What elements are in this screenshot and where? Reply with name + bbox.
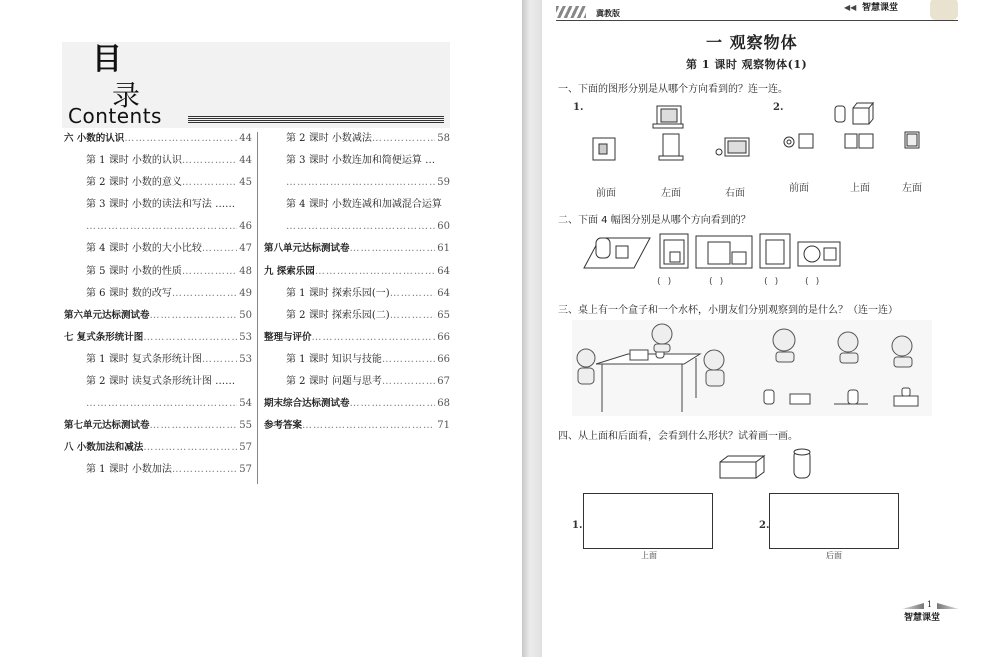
cylinder-icon xyxy=(794,449,810,478)
computer-front-view-icon xyxy=(716,138,749,156)
toc-leader-dots xyxy=(315,261,435,283)
toc-page-number: 44 xyxy=(239,155,252,167)
toc-page-number: 65 xyxy=(437,309,450,321)
toc-row-title: 整理与评价 xyxy=(264,331,312,343)
toc-leader-dots xyxy=(202,349,237,371)
toc-leader-dots xyxy=(372,128,435,150)
q2-blank-3[interactable]: ( ) xyxy=(763,277,780,287)
toc-leader-dots xyxy=(172,459,237,481)
toc-row-title: 六 小数的认识 xyxy=(64,133,125,144)
cuboid-box-icon xyxy=(720,456,764,478)
toc-row-title: 第 4 课时 小数连减和加减混合运算 xyxy=(286,199,442,211)
question-1-prompt: 一、下面的图形分别是从哪个方向看到的？连一连。 xyxy=(558,84,788,95)
cup-box-3d-icon xyxy=(835,103,873,124)
cylinder-box-on-table-icon xyxy=(584,238,650,268)
toc-page-number: 71 xyxy=(437,420,450,432)
toc-page-number: 48 xyxy=(239,265,252,277)
toc-page-number xyxy=(235,194,237,216)
toc-leader-dots xyxy=(86,216,237,238)
question-4-prompt: 四、从上面和后面看，会看到什么形状？试着画一画。 xyxy=(558,431,798,442)
toc-page-number: 57 xyxy=(239,464,252,476)
toc-row-unit[interactable] xyxy=(264,327,450,349)
toc-row-title: 第 6 课时 数的改写 xyxy=(86,287,172,299)
q1-label-front: 前面 xyxy=(596,188,616,199)
toc-row-lesson[interactable] xyxy=(64,349,252,371)
computer-3d-icon xyxy=(653,106,683,128)
toc-row-cont[interactable] xyxy=(264,216,450,238)
header-rule xyxy=(556,20,958,21)
top-view-circle-square-icon xyxy=(784,134,813,148)
toc-row-lesson[interactable] xyxy=(64,172,252,194)
q4-objects xyxy=(716,446,816,482)
view-b-icon xyxy=(696,236,752,268)
q2-blank-2[interactable]: ( ) xyxy=(708,277,725,287)
toc-row-title: 第 1 课时 小数加法 xyxy=(86,464,172,476)
toc-page-number: 49 xyxy=(239,287,252,299)
toc-page-number: 47 xyxy=(239,243,252,255)
toc-leader-dots xyxy=(350,238,436,260)
toc-row-unit[interactable] xyxy=(264,415,450,437)
toc-leader-dots xyxy=(182,150,237,172)
q1-label-left: 左面 xyxy=(661,188,681,199)
q1-part1-number: 1. xyxy=(573,102,584,113)
toc-page-number: 67 xyxy=(437,376,450,388)
toc-row-lesson[interactable] xyxy=(64,261,252,283)
toc-row-title: 九 探索乐园 xyxy=(264,265,315,277)
toc-row-lesson[interactable] xyxy=(64,371,252,393)
toc-row-lesson[interactable] xyxy=(64,194,252,216)
toc-row-lesson[interactable] xyxy=(264,150,450,172)
toc-row-lesson[interactable] xyxy=(64,238,252,260)
toc-row-unit[interactable] xyxy=(264,238,450,260)
toc-row-title: 第 3 课时 小数连加和简便运算 … xyxy=(286,155,436,167)
footer-brand: 智慧课堂 xyxy=(904,613,941,623)
q1b-label-top: 上面 xyxy=(850,183,870,194)
toc-leader-dots xyxy=(182,172,237,194)
toc-page-number: 64 xyxy=(437,287,450,299)
toc-row-title: 第七单元达标测试卷 xyxy=(64,420,150,432)
toc-page-number: 60 xyxy=(437,221,450,233)
header-mascot-icon xyxy=(930,0,958,20)
toc-page-number: 61 xyxy=(437,243,450,255)
toc-contents-label: Contents xyxy=(68,104,162,128)
toc-leader-dots xyxy=(182,261,237,283)
toc-leader-dots xyxy=(86,393,237,415)
toc-row-title: 第 1 课时 复式条形统计图 xyxy=(86,353,202,365)
header-arrow-icon: ◀◀ xyxy=(844,3,857,12)
toc-row-title: 参考答案 xyxy=(264,420,303,432)
toc-page-number: 45 xyxy=(239,177,252,189)
toc-page-number xyxy=(435,150,437,172)
toc-page-number: 55 xyxy=(239,420,252,432)
toc-row-unit[interactable] xyxy=(264,393,450,415)
footer-page-number: 1 xyxy=(927,600,933,609)
toc-page-number: 53 xyxy=(239,331,252,343)
toc-page-number: 54 xyxy=(239,398,252,410)
toc-row-title: 第八单元达标测试卷 xyxy=(264,243,350,255)
toc-leader-dots xyxy=(390,283,436,305)
toc-row-unit[interactable] xyxy=(264,261,450,283)
page-gutter xyxy=(522,0,542,657)
toc-row-title: 第 2 课时 问题与思考 xyxy=(286,376,382,388)
toc-leader-dots xyxy=(124,128,237,150)
q4-part1-number: 1. xyxy=(572,520,583,531)
lesson-title: 第 1 课时 观察物体(1) xyxy=(686,58,808,71)
q4-part2-number: 2. xyxy=(759,520,770,531)
toc-row-unit[interactable] xyxy=(64,415,252,437)
toc-page-number: 66 xyxy=(437,331,450,343)
toc-row-lesson[interactable] xyxy=(264,194,450,216)
toc-row-unit[interactable] xyxy=(64,327,252,349)
toc-row-title: 第 3 课时 小数的读法和写法 …… xyxy=(86,199,236,211)
toc-row-lesson[interactable] xyxy=(64,459,252,481)
toc-row-lesson[interactable] xyxy=(264,349,450,371)
toc-row-title: 第 2 课时 小数减法 xyxy=(286,133,372,144)
toc-column-divider xyxy=(257,132,258,484)
header-brand: 智慧课堂 xyxy=(862,3,899,13)
toc-row-title: 第六单元达标测试卷 xyxy=(64,309,150,321)
front-view-two-squares-icon xyxy=(845,134,873,148)
toc-row-title: 第 5 课时 小数的性质 xyxy=(86,265,182,277)
toc-right-column xyxy=(264,128,450,437)
toc-page-number: 46 xyxy=(239,221,252,233)
toc-leader-dots xyxy=(202,238,237,260)
toc-leader-dots xyxy=(390,305,436,327)
left-view-square-icon xyxy=(905,132,919,148)
q1-part2-number: 2. xyxy=(773,102,784,113)
toc-page-number: 64 xyxy=(437,265,450,277)
toc-row-title: 第 2 课时 小数的意义 xyxy=(86,177,182,189)
toc-row-unit[interactable] xyxy=(64,128,252,150)
toc-page-number: 50 xyxy=(239,309,252,321)
q2-blank-1[interactable]: ( ) xyxy=(656,277,673,287)
toc-row-lesson[interactable] xyxy=(264,371,450,393)
q2-figures xyxy=(572,232,852,272)
computer-side-view-left-icon xyxy=(593,138,615,160)
toc-row-title: 八 小数加法和减法 xyxy=(64,442,144,454)
toc-page-number: 59 xyxy=(437,177,450,189)
q1b-label-left: 左面 xyxy=(902,183,922,194)
q1-figures xyxy=(575,98,955,170)
toc-leader-dots xyxy=(382,349,435,371)
toc-leader-dots xyxy=(143,327,237,349)
q4-caption-back: 后面 xyxy=(826,551,842,560)
toc-left-column xyxy=(64,128,252,482)
toc-row-lesson[interactable] xyxy=(264,305,450,327)
toc-leader-dots xyxy=(286,216,435,238)
question-2-prompt: 二、下面 4 幅图分别是从哪个方向看到的？ xyxy=(558,215,751,226)
toc-leader-dots xyxy=(172,283,237,305)
toc-row-lesson[interactable] xyxy=(64,150,252,172)
toc-row-title: 七 复式条形统计图 xyxy=(64,331,144,343)
q4-draw-area-back[interactable] xyxy=(769,493,899,549)
q4-draw-area-top[interactable] xyxy=(583,493,713,549)
toc-page-number xyxy=(235,371,237,393)
toc-row-title: 第 2 课时 读复式条形统计图 …… xyxy=(86,376,236,388)
toc-leader-dots xyxy=(312,327,436,349)
toc-row-cont[interactable] xyxy=(264,172,450,194)
q1b-label-front: 前面 xyxy=(789,183,809,194)
toc-row-title: 第 2 课时 探索乐园(二) xyxy=(286,309,390,321)
toc-page-number xyxy=(442,194,444,216)
q2-blank-4[interactable]: ( ) xyxy=(804,277,821,287)
toc-page-number: 66 xyxy=(437,353,450,365)
view-a-icon xyxy=(660,234,688,268)
toc-leader-dots xyxy=(302,415,435,437)
toc-page-number: 57 xyxy=(239,442,252,454)
toc-leader-dots xyxy=(286,172,435,194)
toc-row-cont[interactable] xyxy=(64,216,252,238)
view-c-icon xyxy=(760,234,790,268)
toc-leader-dots xyxy=(350,393,436,415)
toc-row-title: 第 1 课时 小数的认识 xyxy=(86,155,182,167)
toc-title-char-2: 录 xyxy=(112,79,141,112)
view-d-icon xyxy=(798,242,840,266)
toc-page-number: 53 xyxy=(239,353,252,365)
toc-row-title: 第 1 课时 探索乐园(一) xyxy=(286,287,390,299)
toc-row-title: 第 4 课时 小数的大小比较 xyxy=(86,243,202,255)
toc-row-lesson[interactable] xyxy=(264,283,450,305)
toc-row-unit[interactable] xyxy=(64,305,252,327)
toc-page-number: 58 xyxy=(437,133,450,144)
q4-caption-top: 上面 xyxy=(641,551,657,560)
toc-leader-dots xyxy=(382,371,435,393)
toc-row-lesson[interactable] xyxy=(64,283,252,305)
toc-row-unit[interactable] xyxy=(64,437,252,459)
header-stripes-decor xyxy=(556,6,586,18)
toc-title-rule xyxy=(188,116,444,124)
question-3-prompt: 三、桌上有一个盒子和一个水杯，小朋友们分别观察到的是什么？（连一连） xyxy=(558,305,898,316)
toc-row-title: 第 1 课时 知识与技能 xyxy=(286,353,382,365)
q1-label-right: 右面 xyxy=(725,188,745,199)
toc-title-char-1: 目 xyxy=(92,42,122,77)
toc-leader-dots xyxy=(150,305,238,327)
toc-leader-dots xyxy=(143,437,237,459)
toc-page-number: 44 xyxy=(239,133,252,144)
q3-figures xyxy=(572,320,932,416)
chapter-title: 一 观察物体 xyxy=(706,33,798,52)
toc-row-title: 期末综合达标测试卷 xyxy=(264,398,350,410)
header-edition: 冀教版 xyxy=(596,9,620,18)
toc-row-cont[interactable] xyxy=(64,393,252,415)
toc-page-number: 68 xyxy=(437,398,450,410)
computer-side-view-middle-icon xyxy=(659,134,683,160)
toc-leader-dots xyxy=(150,415,238,437)
toc-row-lesson[interactable] xyxy=(264,128,450,150)
